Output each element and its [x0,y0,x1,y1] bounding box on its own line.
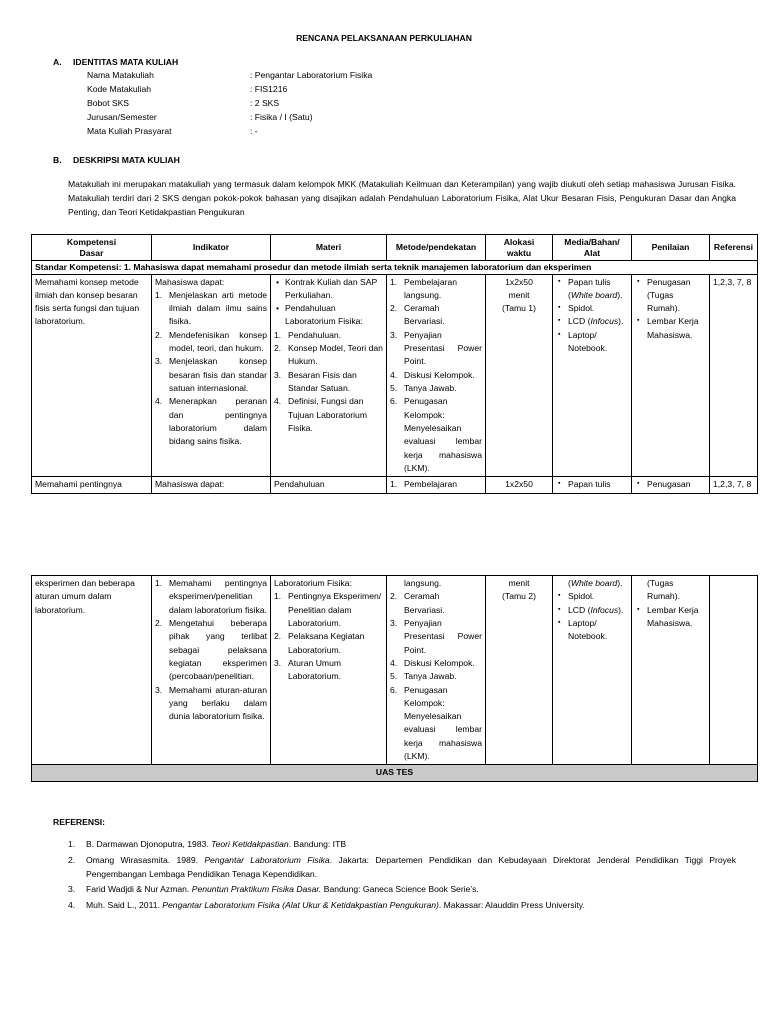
list-item: Diskusi Kelompok. [404,657,475,668]
header-media: Media/Bahan/ Alat [553,235,632,261]
metode-cell [387,274,486,477]
header-referensi: Referensi [710,235,758,261]
media-cell [553,477,632,493]
list-item: ▪ Papan tulis [556,478,628,491]
uas-row [32,765,758,781]
identity-label: Kode Matakuliah [87,84,152,94]
identity-label: Nama Matakuliah [87,70,154,80]
list-item: ▪ Lembar Kerja Mahasiswa. [635,315,706,342]
indikator-list [155,289,267,449]
metode-cell [387,477,486,493]
list-item: Menerapkan peranan dan pentingnya laboratorium dalam bidang sains fisika. [169,396,267,447]
list-item: Pelaksana Kegiatan Laboratorium. [288,631,365,655]
materi-cell: Pendahuluan [271,477,387,493]
course-description: Matakuliah ini merupakan matakuliah yang termasuk dalam kelompok MKK (Matakuliah Keilmuan dan Keterampilan) yang wajib diukuti oleh setiap mahasiswa Jurusan Fisika. Matakuliah terdiri dari 2 SKS dengan pokok-pokok bahasan yang disajikan adalah Pendahuluan Laboratorium Fisika, Alat Ukur Besaran Fisis, Pengukuran Dasar dan Angka Penting, dan Teori Ketidakpastian Pengukuran [68,179,736,217]
list-item: Definisi, Fungsi dan Tujuan Laboratorium Fisika. [288,396,367,433]
metode-cell [387,576,486,765]
table-row [32,477,758,493]
header-penilaian: Penilaian [632,235,710,261]
list-item: Mendefenisikan konsep model, teori, dan hukum. [169,329,267,354]
list-item: Pembelajaran langsung. [404,276,458,300]
list-item: Menjelaskan arti metode ilmiah dalam ilmu sains fisika. [169,289,267,327]
materi-list [274,590,383,683]
list-item: Memahami aturan-aturan yang berlaku dalam dunia laboratorium fisika. [169,684,267,722]
alokasi-value: 1x2x50 [505,276,533,287]
list-item: ▪ Laptop/ Notebook. [556,329,628,356]
list-item: ▪ LCD (Infocus). [556,604,628,617]
list-item: Penyajian Presentasi Power Point. [404,617,482,655]
metode-list [390,478,482,491]
list-item: Ceramah Bervariasi. [404,591,445,615]
list-item: Tanya Jawab. [404,383,457,393]
penilaian-cell [632,576,710,765]
header-metode: Metode/pendekatan [387,235,486,261]
header-materi: Materi [271,235,387,261]
referensi-cell: 1,2,3, 7, 8 [710,477,758,493]
table-header-row [32,235,758,261]
list-item: Penyajian Presentasi Power Point. [404,329,482,367]
kd-cell: eksperimen dan beberapa aturan umum dalam laboratorium. [32,576,152,765]
alokasi-cell [486,274,553,477]
rpp-table-page-1 [31,234,758,494]
reference-item: Omang Wirasasmita. 1989. Pengantar Laboratorium Fisika. Jakarta: Departemen Pendidikan dan Kebudayaan Direktorat Jenderal Pendidikan Tiggi Proyek Pengembangan Lembaga Pendidikan Tenaga Kependidikan. [86,854,736,879]
list-item: Memahami pentingnya eksperimen/penelitian dalam laboratorium fisika. [169,578,267,615]
references-list [68,838,736,915]
penilaian-list [635,478,706,491]
reference-item: Muh. Said L., 2011. Pengantar Laboratorium Fisika (Alat Ukur & Ketidakpastian Pengukuran). Makassar: Alauddin Press University. [86,900,585,910]
identity-row-bobot [87,97,687,110]
indikator-cell [152,274,271,477]
penilaian-list [635,276,706,343]
list-item: Diskusi Kelompok. [404,369,475,380]
header-kompetensi: Kompetensi Dasar [32,235,152,261]
table-row [32,576,758,765]
metode-continued: langsung. [404,578,442,588]
list-item: Besaran Fisis dan Standar Satuan. [288,369,357,393]
list-item: • Pendahuluan Laboratorium Fisika: [274,302,383,329]
list-item: ▪ Laptop/ Notebook. [556,617,628,644]
list-item: ▪ LCD (Infocus). [556,315,628,328]
identity-value: : Fisika / I (Satu) [250,112,313,122]
references-heading: REFERENSI: [53,817,106,827]
header-indikator: Indikator [152,235,271,261]
penilaian-cell [632,274,710,477]
alokasi-unit: menit [508,289,530,300]
indikator-cell [152,576,271,765]
list-item: Pendahuluan. [288,329,342,340]
alokasi-cell [486,576,553,765]
materi-cell [271,576,387,765]
penilaian-list [635,604,706,631]
identity-label: Bobot SKS [87,98,130,108]
indikator-cell: Mahasiswa dapat: [152,477,271,493]
kd-cell: Memahami pentingnya [32,477,152,493]
alokasi-unit: menit [508,578,530,588]
identity-value: : Pengantar Laboratorium Fisika [250,70,373,80]
list-item: Ceramah Bervariasi. [404,303,445,327]
metode-list [390,590,482,763]
media-list [556,478,628,491]
list-item: Pembelajaran [404,479,458,490]
list-item: Penugasan Kelompok: Menyelesaikan evaluasi lembar kerja mahasiswa (LKM). [404,684,482,762]
identity-row-kode [87,83,687,96]
alokasi-session: (Tamu 2) [502,591,536,602]
list-item: Konsep Model, Teori dan Hukum. [288,343,383,367]
list-item: ▪ Spidol. [556,302,628,315]
list-item: Tanya Jawab. [404,671,457,682]
section-a-title: IDENTITAS MATA KULIAH [73,57,179,67]
list-item: Penugasan Kelompok: Menyelesaikan evaluasi lembar kerja mahasiswa (LKM). [404,396,482,473]
standar-kompetensi: Standar Kompetensi: 1. Mahasiswa dapat memahami prosedur dan metode ilmiah serta teknik manajemen laboratorium dan eksperimen [32,261,758,274]
section-b-number: B. [53,155,62,165]
identity-label: Jurusan/Semester [87,112,157,122]
list-item: ▪ Penugasan (Tugas Rumah). [635,276,706,316]
section-a-heading [53,56,178,68]
list-item: Mengetahui beberapa pihak yang terlibat sebagai pelaksana kegiatan eksperimen (percobaan/penelitian. [169,617,267,682]
metode-list [390,276,482,476]
list-item: ▪ Penugasan [635,478,706,491]
uas-label: UAS TES [32,765,758,781]
section-a-number: A. [53,57,62,67]
standar-kompetensi-row [32,261,758,274]
section-b-title: DESKRIPSI MATA KULIAH [73,155,180,165]
media-list [556,590,628,643]
table-row [32,274,758,477]
identity-value: : - [250,126,258,136]
media-list [556,276,628,356]
header-alokasi: Alokasi waktu [486,235,553,261]
identity-value: : 2 SKS [250,98,280,108]
identity-row-prasyarat [87,125,687,138]
penilaian-cell [632,477,710,493]
list-item: Menjelaskan konsep besaran fisis dan standar satuan internasional. [169,356,267,393]
alokasi-session: (Tamu 1) [502,303,536,314]
reference-item: Farid Wadjdi & Nur Azman. Penuntun Praktikum Fisika Dasar. Bandung: Ganeca Science Book Serie’s. [86,884,479,895]
identity-row-jurusan [87,111,687,124]
list-item: ▪ Spidol. [556,590,628,603]
penilaian-continued: (Tugas Rumah). [647,578,680,602]
list-item: ▪ Lembar Kerja Mahasiswa. [635,604,706,631]
identity-row-nama [87,69,687,82]
list-item: Pentingnya Eksperimen/ Penelitian dalam Laboratorium. [288,591,382,628]
reference-item: B. Darmawan Djonoputra, 1983. Teori Ketidakpastian. Bandung: ITB [86,839,347,849]
referensi-cell [710,576,758,765]
materi-intro: Laboratorium Fisika: [274,578,352,588]
referensi-cell: 1,2,3, 7, 8 [710,274,758,477]
kd-cell: Memahami konsep metode ilmiah dan konsep besaran fisis serta fungsi dan tujuan laboratorium. [32,274,152,477]
media-cell [553,274,632,477]
media-cell [553,576,632,765]
indikator-list [155,577,267,723]
list-item: ▪ Papan tulis (White board). [556,276,628,303]
document-title: RENCANA PELAKSANAAN PERKULIAHAN [296,33,472,43]
identity-label: Mata Kuliah Prasyarat [87,126,172,136]
list-item: Aturan Umum Laboratorium. [288,657,342,682]
materi-sublist [274,329,383,436]
identity-value: : FIS1216 [250,84,288,94]
alokasi-cell: 1x2x50 [486,477,553,493]
rpp-table-page-2 [31,575,758,782]
media-continued: (White board). [568,578,623,588]
indikator-intro: Mahasiswa dapat: [155,276,225,287]
materi-bullets [274,276,383,329]
materi-cell [271,274,387,477]
list-item: • Kontrak Kuliah dan SAP Perkuliahan. [274,276,383,303]
section-b-heading [53,154,180,166]
